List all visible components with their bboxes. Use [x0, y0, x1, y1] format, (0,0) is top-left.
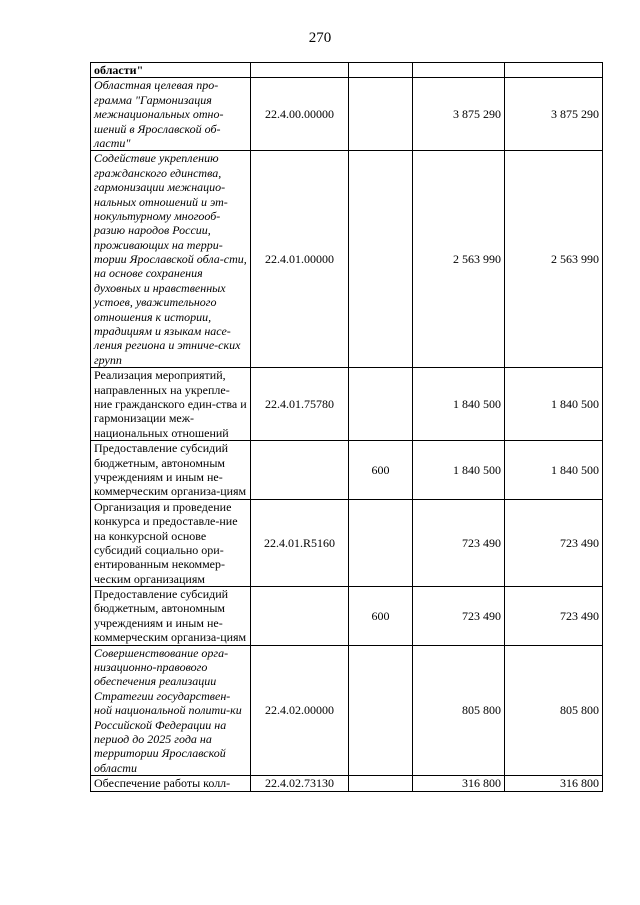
page-number: 270	[308, 30, 332, 46]
table-row	[91, 78, 603, 151]
row-amount-1	[413, 63, 505, 78]
row-amount-2: 316 800	[505, 776, 603, 791]
row-name: Совершенствование орга-низационно-правового обеспечения реализации Стратегии государствен-ной национальной полити-ки Российской Федерации на период до 2025 года на территории Ярославской области	[91, 645, 251, 776]
row-amount-1: 3 875 290	[413, 78, 505, 151]
table-row	[91, 587, 603, 646]
row-name: области"	[91, 63, 251, 78]
table-row	[91, 499, 603, 586]
row-code: 22.4.02.00000	[251, 645, 349, 776]
row-name: Предоставление субсидий бюджетным, автономным учреждениям и иным не-коммерческим организа-циям	[91, 441, 251, 500]
table-row	[91, 63, 603, 78]
table-row	[91, 368, 603, 441]
row-amount-2: 805 800	[505, 645, 603, 776]
row-name: Содействие укреплению гражданского единства, гармонизации межнацио-нальных отношений и эт-нокультурному многооб-разию народов России, проживающих на терри-тории Ярославской обла-сти, на основе сохранения духовных и нравственных устоев, уважительного отношения к истории, традициям и языкам насе-ления региона и этниче-ских групп	[91, 151, 251, 368]
row-name: Предоставление субсидий бюджетным, автономным учреждениям и иным не-коммерческим организа-циям	[91, 587, 251, 646]
row-amount-1: 1 840 500	[413, 368, 505, 441]
row-expense-type	[349, 78, 413, 151]
row-name: Организация и проведение конкурса и предоставле-ние на конкурсной основе субсидий социально ори-ентированным некоммер-ческим организациям	[91, 499, 251, 586]
row-code: 22.4.01.75780	[251, 368, 349, 441]
row-amount-1: 723 490	[413, 587, 505, 646]
row-amount-2: 723 490	[505, 499, 603, 586]
table-row	[91, 441, 603, 500]
row-code	[251, 63, 349, 78]
row-expense-type	[349, 645, 413, 776]
row-expense-type	[349, 368, 413, 441]
row-code: 22.4.00.00000	[251, 78, 349, 151]
row-code	[251, 587, 349, 646]
row-expense-type	[349, 776, 413, 791]
row-name: Реализация мероприятий, направленных на укрепле-ние гражданского един-ства и гармонизации меж-национальных отношений	[91, 368, 251, 441]
row-expense-type	[349, 151, 413, 368]
row-expense-type	[349, 499, 413, 586]
row-code	[251, 441, 349, 500]
table-row	[91, 151, 603, 368]
row-amount-1: 316 800	[413, 776, 505, 791]
budget-table	[90, 62, 603, 792]
row-amount-2: 2 563 990	[505, 151, 603, 368]
row-amount-2: 1 840 500	[505, 441, 603, 500]
row-code: 22.4.02.73130	[251, 776, 349, 791]
row-name: Обеспечение работы колл-	[91, 776, 251, 791]
row-code: 22.4.01.R5160	[251, 499, 349, 586]
row-expense-type: 600	[349, 441, 413, 500]
row-amount-2: 1 840 500	[505, 368, 603, 441]
row-name: Областная целевая про-грамма "Гармонизация межнациональных отно-шений в Ярославской об-ласти"	[91, 78, 251, 151]
row-amount-2: 3 875 290	[505, 78, 603, 151]
table-row	[91, 645, 603, 776]
row-amount-2: 723 490	[505, 587, 603, 646]
table-row	[91, 776, 603, 791]
row-amount-1: 2 563 990	[413, 151, 505, 368]
row-amount-1: 1 840 500	[413, 441, 505, 500]
row-amount-2	[505, 63, 603, 78]
row-amount-1: 723 490	[413, 499, 505, 586]
row-amount-1: 805 800	[413, 645, 505, 776]
row-expense-type: 600	[349, 587, 413, 646]
row-code: 22.4.01.00000	[251, 151, 349, 368]
row-expense-type	[349, 63, 413, 78]
